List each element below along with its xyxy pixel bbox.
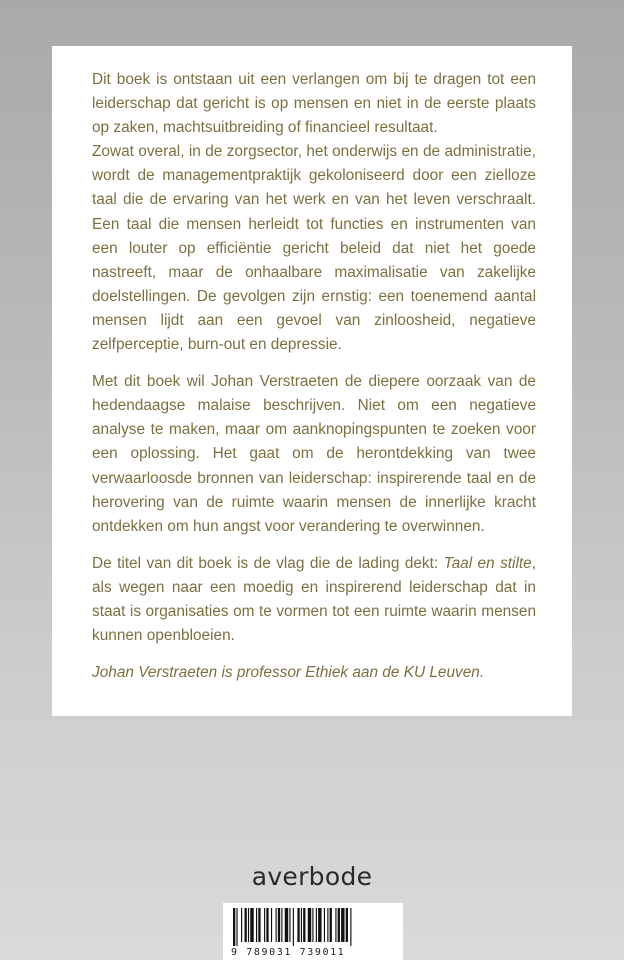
barcode-bar	[293, 908, 294, 946]
isbn-barcode	[223, 903, 403, 960]
barcode-bar	[308, 908, 311, 942]
barcode-bar	[312, 908, 313, 942]
purpose-paragraph: Met dit boek wil Johan Verstraeten de diepere oorzaak van de hedendaagse malaise beschrijven. Niet om een negatieve analyse te maken, maar om aanknopingspunten te zoeken voor een oplossing. Het gaat om de herontdekking van twee verwaarloosde bronnen van leiderschap: inspirerende taal en de herovering van de ruimte waarin mensen de innerlijke kracht ontdekken om hun angst voor verandering te overwinnen.	[92, 373, 536, 535]
barcode-bar	[301, 908, 302, 942]
barcode-bar	[297, 908, 299, 942]
title-paragraph-after: , als wegen naar een moedig en inspirerend leiderschap dat in staat is organisaties om te vormen tot een ruimte waarin mensen kunnen openbloeien.	[92, 554, 537, 645]
barcode-bar	[250, 908, 253, 942]
barcode-bar	[285, 908, 288, 942]
book-title: Taal en stilte	[443, 554, 532, 572]
title-paragraph	[92, 552, 536, 648]
barcode-bar	[341, 908, 344, 942]
barcode-bar	[281, 908, 282, 942]
barcode-bar	[324, 908, 325, 942]
intro-paragraph: Dit boek is ontstaan uit een verlangen om bij te dragen tot een leiderschap dat gericht is op mensen en niet in de eerste plaats op zaken, machtsuitbreiding of financieel resultaat.	[92, 71, 536, 137]
title-paragraph-before: De titel van dit boek is de vlag die de lading dekt:	[92, 554, 444, 572]
barcode-bar	[271, 908, 272, 942]
barcode-bar	[258, 908, 260, 942]
barcode-bar	[241, 908, 242, 942]
barcode-bar	[330, 908, 332, 942]
barcode-bar	[266, 908, 268, 942]
barcode-bar	[245, 908, 247, 942]
barcode-bar	[346, 908, 348, 942]
barcode-bar	[236, 908, 237, 946]
barcode-bar	[276, 908, 277, 942]
back-cover-text-panel	[52, 46, 572, 716]
barcode-bar	[316, 908, 317, 942]
barcode-bar	[338, 908, 340, 942]
barcode-bar	[335, 908, 336, 942]
barcode-bars	[231, 908, 395, 946]
barcode-bar	[318, 908, 321, 942]
barcode-digits: 9 789031 739011	[231, 947, 346, 958]
barcode-bar	[248, 908, 249, 942]
barcode-bar	[289, 908, 290, 942]
barcode-bar	[264, 908, 265, 942]
publisher-logo: averbode	[251, 862, 373, 891]
barcode-bar	[278, 908, 280, 942]
author-bio: Johan Verstraeten is professor Ethiek aan de KU Leuven.	[92, 664, 485, 682]
context-paragraph: Zowat overal, in de zorgsector, het onderwijs en de administratie, wordt de managementpraktijk gekoloniseerd door een zielloze taal die de ervaring van het werk en van het leven verschraalt. Een taal die mensen herleidt tot functies en instrumenten van een louter op efficiëntie gericht beleid dat niet het goede nastreeft, maar de onhaalbare maximalisatie van zakelijke doelstellingen. De gevolgen zijn ernstig: een toenemend aantal mensen lijdt aan een gevoel van zinloosheid, negatieve zelfperceptie, burn-out en depressie.	[92, 143, 536, 354]
barcode-bar	[233, 908, 235, 946]
barcode-bar	[256, 908, 257, 942]
barcode-bar	[350, 908, 351, 946]
barcode-bar	[327, 908, 328, 942]
barcode-bar	[303, 908, 305, 942]
